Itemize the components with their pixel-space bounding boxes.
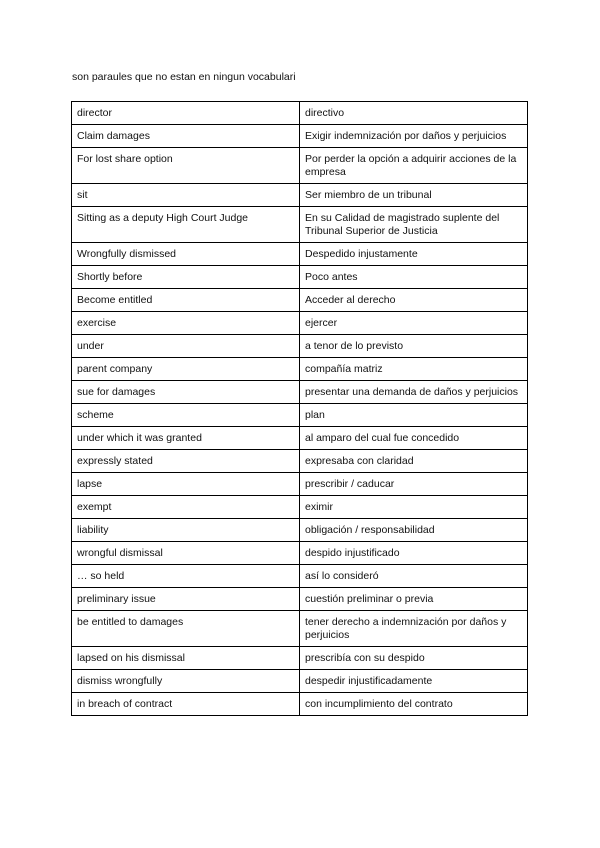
spanish-translation-cell: compañía matriz: [300, 358, 528, 381]
english-term-cell: Claim damages: [72, 125, 300, 148]
spanish-translation-cell: despido injustificado: [300, 542, 528, 565]
table-row: [72, 670, 528, 693]
spanish-translation-cell: Despedido injustamente: [300, 243, 528, 266]
table-row: [72, 611, 528, 647]
table-row: [72, 473, 528, 496]
english-term-cell: scheme: [72, 404, 300, 427]
table-row: [72, 358, 528, 381]
vocabulary-table-body: [72, 102, 528, 716]
table-row: [72, 565, 528, 588]
table-row: [72, 381, 528, 404]
table-row: [72, 184, 528, 207]
english-term-cell: Wrongfully dismissed: [72, 243, 300, 266]
spanish-translation-cell: directivo: [300, 102, 528, 125]
english-term-cell: lapse: [72, 473, 300, 496]
spanish-translation-cell: tener derecho a indemnización por daños y perjuicios: [300, 611, 528, 647]
english-term-cell: under: [72, 335, 300, 358]
spanish-translation-cell: plan: [300, 404, 528, 427]
table-row: [72, 450, 528, 473]
spanish-translation-cell: eximir: [300, 496, 528, 519]
english-term-cell: Shortly before: [72, 266, 300, 289]
english-term-cell: director: [72, 102, 300, 125]
english-term-cell: liability: [72, 519, 300, 542]
spanish-translation-cell: En su Calidad de magistrado suplente del Tribunal Superior de Justicia: [300, 207, 528, 243]
spanish-translation-cell: ejercer: [300, 312, 528, 335]
spanish-translation-cell: Acceder al derecho: [300, 289, 528, 312]
spanish-translation-cell: presentar una demanda de daños y perjuicios: [300, 381, 528, 404]
english-term-cell: parent company: [72, 358, 300, 381]
table-row: [72, 588, 528, 611]
spanish-translation-cell: al amparo del cual fue concedido: [300, 427, 528, 450]
table-row: [72, 102, 528, 125]
english-term-cell: exercise: [72, 312, 300, 335]
table-row: [72, 289, 528, 312]
english-term-cell: be entitled to damages: [72, 611, 300, 647]
english-term-cell: wrongful dismissal: [72, 542, 300, 565]
table-row: [72, 496, 528, 519]
english-term-cell: Become entitled: [72, 289, 300, 312]
table-row: [72, 148, 528, 184]
page-heading: son paraules que no estan en ningun vocabulari: [72, 71, 296, 83]
english-term-cell: under which it was granted: [72, 427, 300, 450]
spanish-translation-cell: Exigir indemnización por daños y perjuicios: [300, 125, 528, 148]
spanish-translation-cell: cuestión preliminar o previa: [300, 588, 528, 611]
english-term-cell: For lost share option: [72, 148, 300, 184]
spanish-translation-cell: obligación / responsabilidad: [300, 519, 528, 542]
table-row: [72, 207, 528, 243]
spanish-translation-cell: prescribir / caducar: [300, 473, 528, 496]
english-term-cell: Sitting as a deputy High Court Judge: [72, 207, 300, 243]
english-term-cell: expressly stated: [72, 450, 300, 473]
table-row: [72, 693, 528, 716]
english-term-cell: dismiss wrongfully: [72, 670, 300, 693]
english-term-cell: in breach of contract: [72, 693, 300, 716]
spanish-translation-cell: Ser miembro de un tribunal: [300, 184, 528, 207]
table-row: [72, 125, 528, 148]
spanish-translation-cell: despedir injustificadamente: [300, 670, 528, 693]
table-row: [72, 427, 528, 450]
english-term-cell: sit: [72, 184, 300, 207]
spanish-translation-cell: así lo consideró: [300, 565, 528, 588]
table-row: [72, 243, 528, 266]
english-term-cell: lapsed on his dismissal: [72, 647, 300, 670]
spanish-translation-cell: a tenor de lo previsto: [300, 335, 528, 358]
table-row: [72, 312, 528, 335]
spanish-translation-cell: Poco antes: [300, 266, 528, 289]
table-row: [72, 404, 528, 427]
spanish-translation-cell: expresaba con claridad: [300, 450, 528, 473]
table-row: [72, 335, 528, 358]
table-row: [72, 542, 528, 565]
vocabulary-table: [71, 101, 528, 716]
table-row: [72, 519, 528, 542]
english-term-cell: preliminary issue: [72, 588, 300, 611]
table-row: [72, 647, 528, 670]
spanish-translation-cell: Por perder la opción a adquirir acciones de la empresa: [300, 148, 528, 184]
english-term-cell: … so held: [72, 565, 300, 588]
table-row: [72, 266, 528, 289]
spanish-translation-cell: prescribía con su despido: [300, 647, 528, 670]
english-term-cell: exempt: [72, 496, 300, 519]
english-term-cell: sue for damages: [72, 381, 300, 404]
spanish-translation-cell: con incumplimiento del contrato: [300, 693, 528, 716]
